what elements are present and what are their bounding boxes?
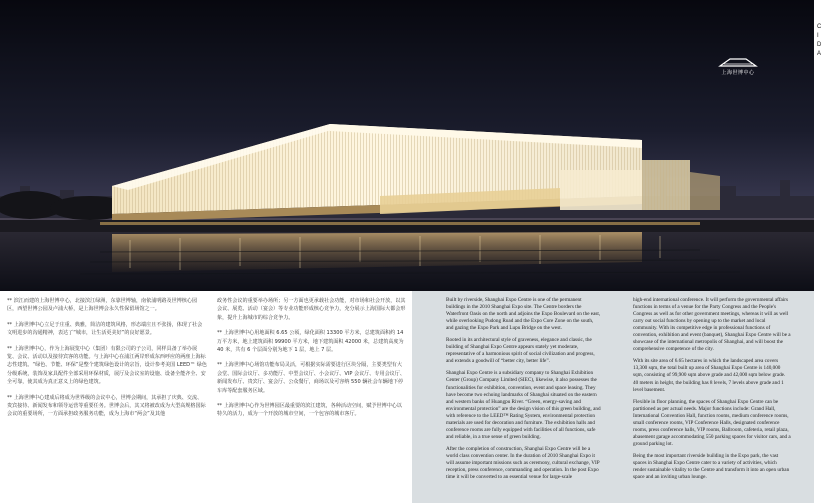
paragraph: 政务性会议的重要举办场所；另一方面也更承载社会功能，对市场和社会开放，以其会议、展览、活动（宴会）等专业功能形成核心竞争力，充分展示上海国际大都会形象，提升上海城市的综合竞争力。 bbox=[217, 298, 406, 321]
paragraph: ** 上海世博中心作为世博园区最重要的滨江建筑，各种活动空间，赋予世博中心以特久的活力，成为一个开放的城市空间，一个包容的城市客厅。 bbox=[217, 403, 402, 418]
paragraph: After the completion of construction, Shanghai Expo Centre will be a world class convention center. In the duration of 2010 Shanghai Expo it will assume important missions such as ceremony, cultural exchange, VIP reception, press conference, commanding and operation. In the post Expo time it will be converted to an essential venue for large-scale bbox=[446, 445, 600, 481]
paragraph: ** 上海世博中心用地面积 6.65 公顷，绿化面积 13300 平方米，总建筑面积约 14 万平方米，地上建筑面积 99900 平方米，地下建筑面积 42000 米，总建筑高度为 40 米，共有 6 个层面分别为地下 1 层，地上 7 层。 bbox=[217, 330, 404, 354]
logo-text: 上海世博中心 bbox=[721, 70, 755, 76]
paragraph: ** 上海世博中心场馆功能布局灵活，可根据实际需要进行区块分隔，主要类型有大会堂、国际会议厅、多功能厅、中型会议厅、小会议厅、VIP 会议厅、专用会议厅、新闻发布厅、贵宾厅、宴会厅、公众餐厅，商场以及可容纳 550 辆社会车辆地下停车库等配套服务区域。 bbox=[217, 362, 405, 394]
side-letter: A bbox=[817, 51, 822, 57]
logo-mark-icon bbox=[716, 55, 760, 69]
english-column-2 bbox=[633, 297, 791, 503]
paragraph: ** 上海世博中心，作为上海展览中心（集团）有限公司的子公司，同样具备了举办展览、会议、活动以及接待宾客的功能。与上海中心在浦江两岸形成东西呼应的两座上海标志性建筑。“绿色、节能、环保”是整个建筑绿色设计的宗旨，设计参考美国 LEED™ 绿色分级系统，装饰及家具配件全部采用环保材质，展厅及会议室的设施、设备全能齐全、安全可靠，使其成为真正意义上的绿色建筑。 bbox=[7, 345, 207, 386]
paragraph: ** 滨江而建的上海世博中心，北接滨江绿洲，东靠世博轴，南依浦明路及世博核心园区，西望世博公园及卢浦大桥，是上海世博会永久性保留场馆之一。 bbox=[7, 298, 198, 313]
paragraph: ** 上海世博中心建成后将成为世界级的会议中心，世博会期间，其承担了庆典、交流、贵宾接待、新闻发布和领导运营等重要任务。世博会后，其又将被改成为大型高规格国际会议的重要场所，一方面承担政务服务功能，成为上海市“两会”及其他 bbox=[7, 394, 206, 418]
paragraph: With its site area of 6.65 hectares in which the landscaped area covers 13,300 sqm, the total built up area of Shanghai Expo Centre is 140,000 sqm, consisting of 99,900 sqm above grade and 42,000 sqm below grade. 40 meters in height, the building has 8 levels, 7 levels above grade and 1 level basement. bbox=[633, 358, 786, 393]
paragraph: high-end international conference. It will perform the governmental affairs functions in terms of a venue for the Party Congress and the People's Congress as well as for other government meetings, whereas it will as well carry out social functions by opening up to the market and local community. With its competitive edge in professional functions of convention, exhibition and event (banquet), Shanghai Expo Centre will be a showcase of the international metropolis of Shanghai, and will boost the comprehensive competence of the city. bbox=[633, 297, 791, 353]
paragraph: Being the most important riverside building in the Expo park, the vast spaces in Shanghai Expo Centre cater to a variety of activities, which render sustainable vitality to the Centre and transform it into an open urban space and an inviting urban lounge. bbox=[633, 452, 790, 481]
side-letter: D bbox=[817, 42, 822, 48]
paragraph: Rooted in its architectural style of graveness, elegance and classic, the building of Shanghai Expo Centre appears stately yet moderate, representative of a harmonious spirit of social civilization and progress, and extends a goodwill of “better city, better life”. bbox=[446, 337, 595, 365]
paragraph: ** 上海世博中心立足于庄重、典雅，简洁的建筑风格，形态端庄且不张扬，体现了社会文明进步的沟通精神，表达了“城市，让生活更美好”的良好愿景。 bbox=[7, 321, 203, 337]
side-letter: I bbox=[817, 33, 819, 39]
chinese-column-2 bbox=[217, 297, 407, 503]
right-margin-strip bbox=[814, 0, 828, 503]
chinese-column-1 bbox=[7, 297, 207, 503]
paragraph: Shanghai Expo Centre is a subsidiary company to Shanghai Exhibition Center (Group) Company Limited (SIEC), likewise, it also possesses the functionalities for exhibition, convention, event and space leasing. They have become two echoing landmarks of Shanghai situated on the eastern and western banks of Huangpu River. “Green, energy-saving and environmental protection” are the design vision of this green building, and with reference to the LEED™ Rating System, environmental protection materials are used for decoration and furniture. The exhibition halls and conference rooms are fully equipped with facilities of all functions, safe and reliable, in a true sense of green building. bbox=[446, 370, 601, 440]
side-letter: C bbox=[817, 24, 822, 30]
expo-logo bbox=[716, 55, 760, 76]
paragraph: Built by riverside, Shanghai Expo Centre is one of the permanent buildings in the 2010 Shanghai Expo site. The Centre borders the Waterfront Oasis on the north and adjoins the Expo Boulevard on the east, while overlooking Pudong Road and the Expo Core Zone on the south, and gazing the Expo Park and Lupu Bridge on the west. bbox=[446, 297, 601, 332]
english-column-1 bbox=[446, 297, 601, 503]
paragraph: Flexible in floor planning, the spaces of Shanghai Expo Centre can be partitioned as per actual needs. Major functions include: Grand Hall, International Convention Hall, function rooms, medium conference rooms, small conference rooms, VIP Conference Halls, designated conference rooms, press conference halls, VIP rooms, Ballroom, cafeteria, retail plaza, abasement garage accommodating 550 parking spaces for visitor cars, and a ground parking lot. bbox=[633, 398, 791, 447]
